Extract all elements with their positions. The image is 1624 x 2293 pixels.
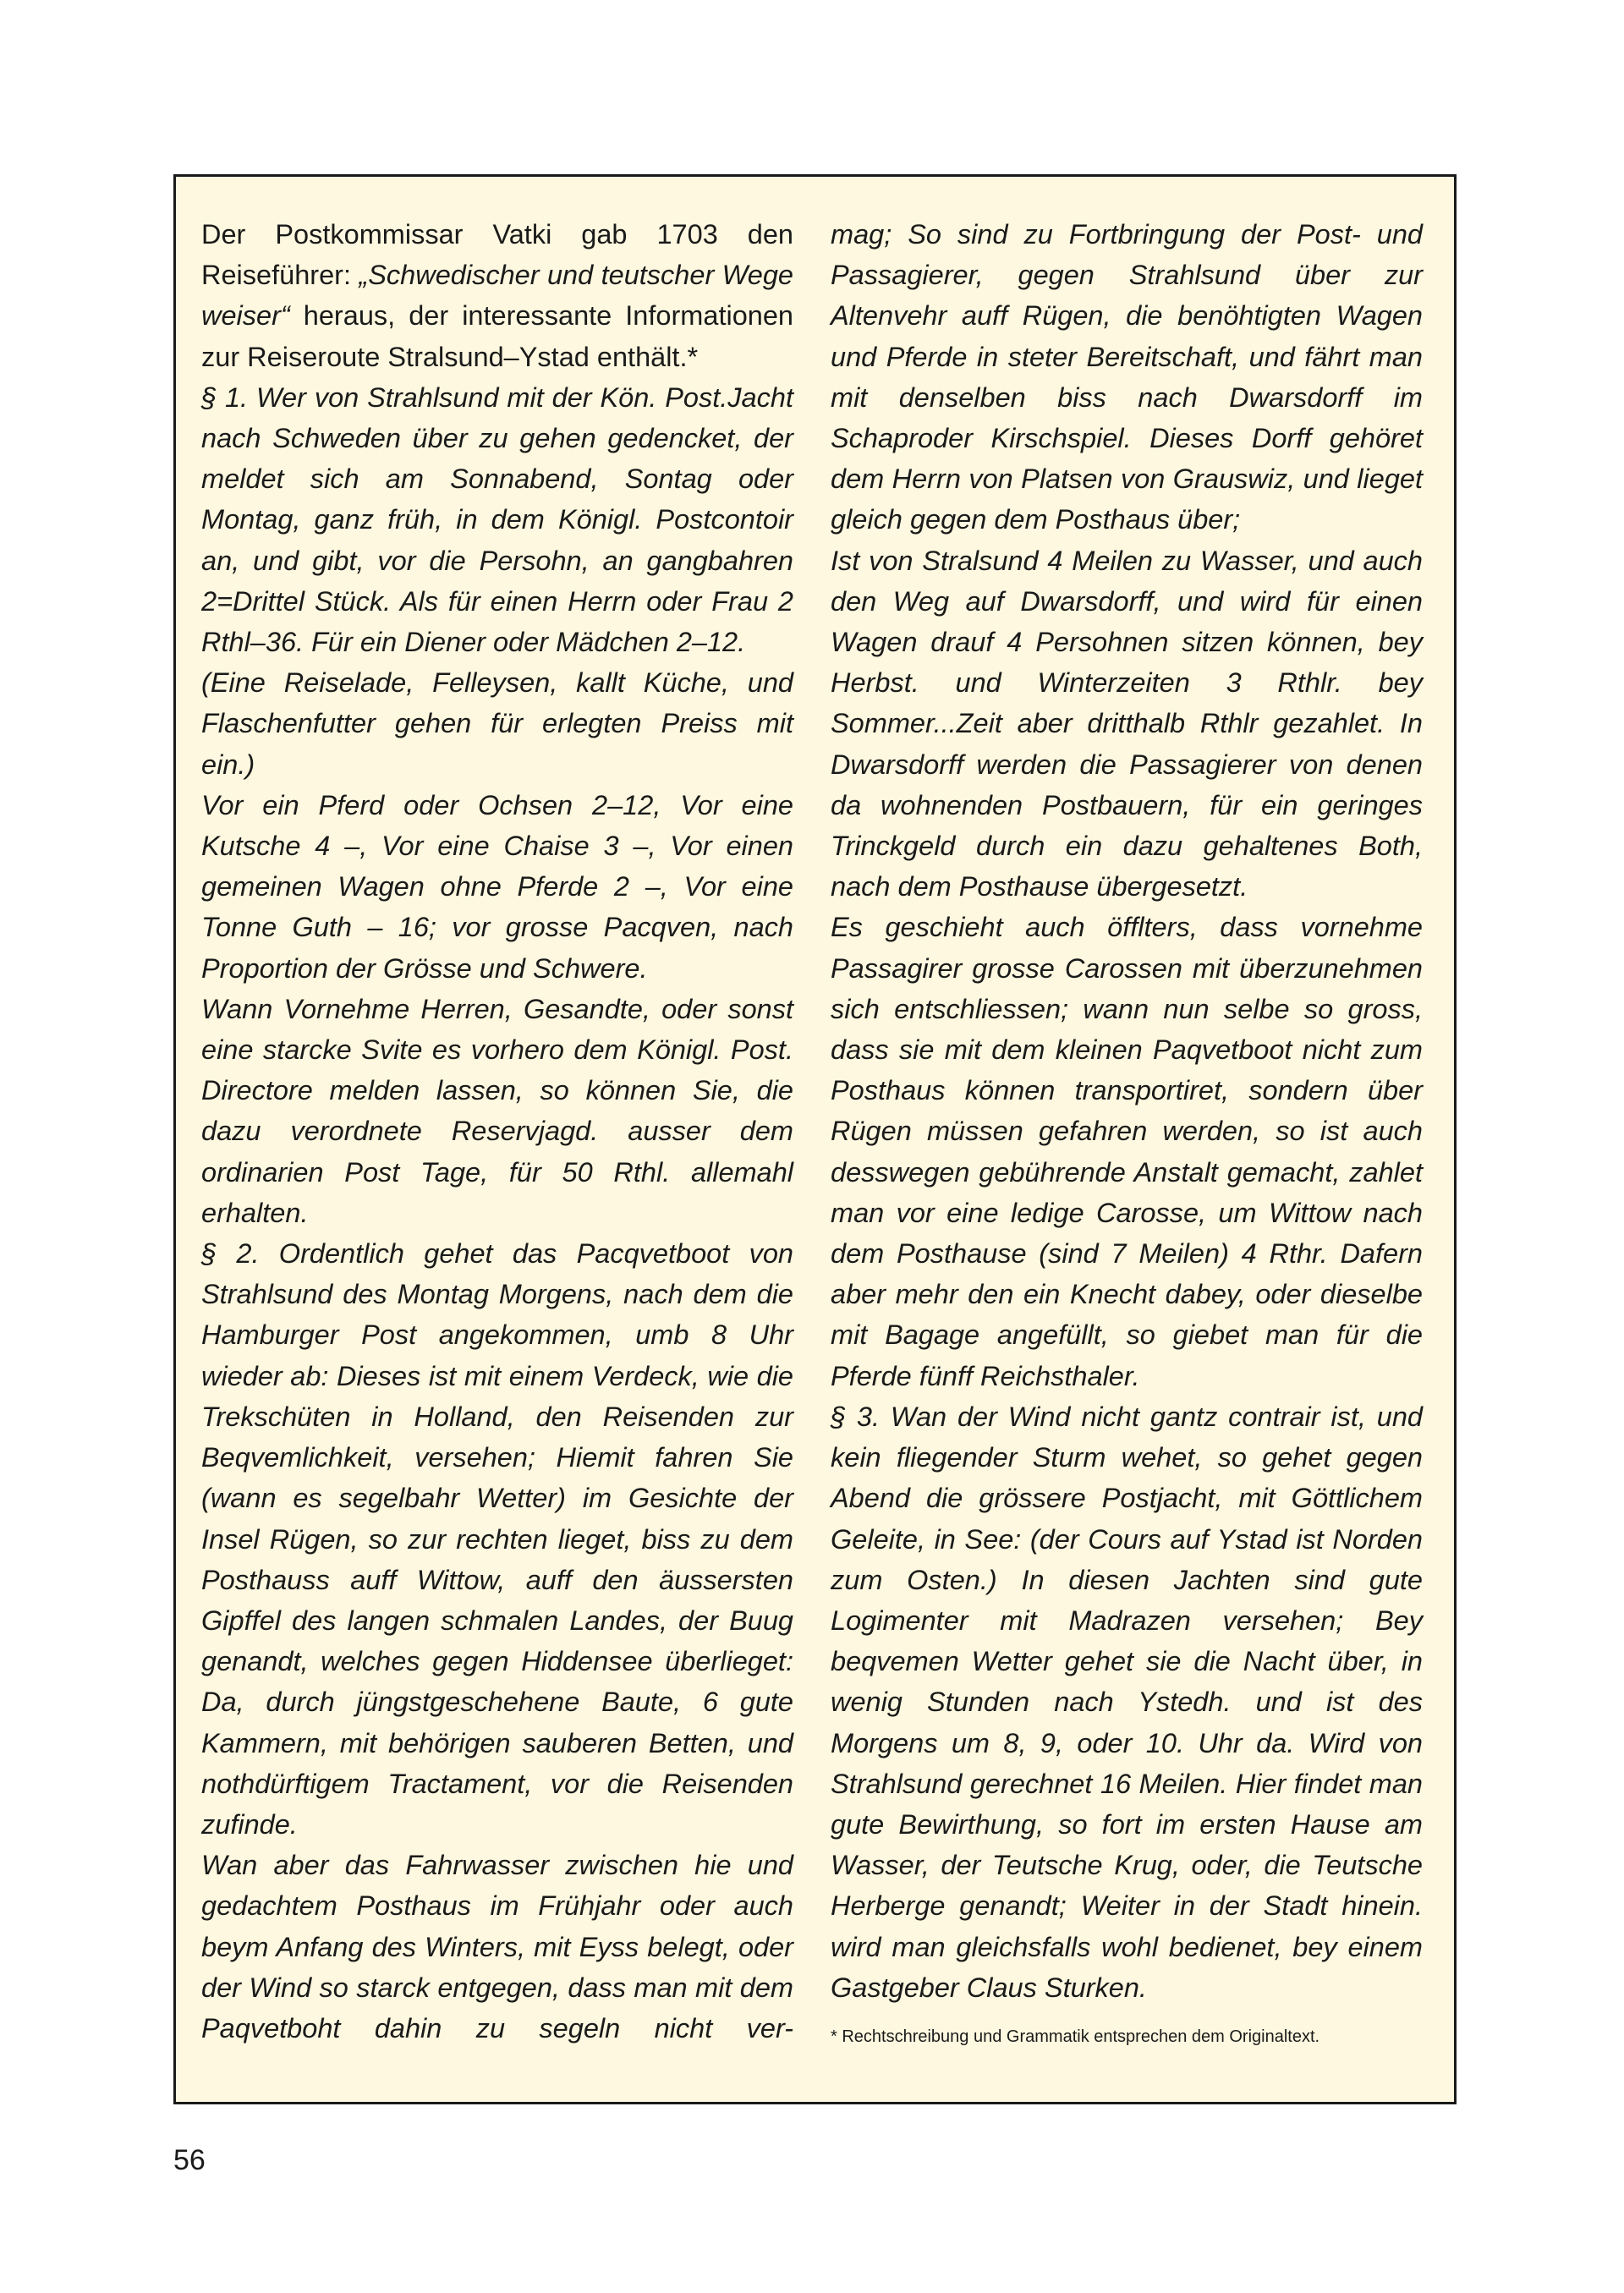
luggage-paragraph: (Eine Reiselade, Felleysen, kallt Küche, und Flaschenfutter gehen für erlegten Preiss mit ein.): [201, 667, 793, 780]
freight-paragraph: Vor ein Pferd oder Ochsen 2–12, Vor eine Kutsche 4 –, Vor eine Chaise 3 –, Vor einen gemeinen Wagen ohne Pferde 2 –, Vor eine Tonne Guth – 16; vor grosse Pacqven, nach Proportion der Grösse und Schwere.: [201, 789, 793, 984]
intro-paragraph: [201, 214, 793, 377]
intro-text-end: heraus, der interessante Informationen zur Reiseroute Stralsund–Ystad enthält.*: [201, 300, 793, 372]
left-column: [201, 214, 793, 2049]
section-1-paragraph: § 1. Wer von Strahlsund mit der Kön. Post.Jacht nach Schweden über zu gehen gedencket, der meldet sich am Sonnabend, Sontag oder Montag, ganz früh, in dem Königl. Postcontoir an, und gibt, vor die Persohn, an gangbahren 2=Drittel Stück. Als für einen Herrn oder Frau 2 Rthl–36. Für ein Diener oder Mädchen 2–12.: [201, 381, 793, 658]
overland-paragraph: mag; So sind zu Fortbringung der Post- und Passagierer, gegen Strahlsund über zur Altenvehr auff Rügen, die benöhtigten Wagen und Pferde in steter Bereitschaft, und fährt man mit denselben biss nach Dwarsdorff im Schaproder Kirschspiel. Dieses Dorff gehöret dem Herrn von Platsen von Grauswiz, und lieget gleich gegen dem Posthaus über;: [831, 219, 1423, 535]
section-2-paragraph: § 2. Ordentlich gehet das Pacqvetboot von Strahlsund des Montag Morgens, nach dem die Hamburger Post angekommen, umb 8 Uhr wieder ab: Dieses ist mit einem Verdeck, wie die Trekschüten in Holland, den Reisenden zur Beqvemlichkeit, versehen; Hiemit fahren Sie (wann es segelbahr Wetter) im Gesichte der Insel Rügen, so zur rechten lieget, biss zu dem Posthauss auff Wittow, auff den äussersten Gipffel des langen schmalen Landes, der Buug genandt, welches gegen Hiddensee überlieget: Da, durch jüngstgeschehene Baute, 6 gute Kammern, mit behörigen sauberen Betten, und nothdürftigem Tractament, vor die Reisenden zufinde.: [201, 1238, 793, 1840]
article-box: [173, 174, 1457, 2104]
footnote: * Rechtschreibung und Grammatik entsprechen dem Originaltext.: [831, 2027, 1320, 2046]
book-title: „Schwedischer und teutscher Wege weiser“: [201, 260, 793, 332]
section-3-paragraph: § 3. Wan der Wind nicht gantz contrair ist, und kein fliegender Sturm wehet, so gehet gegen Abend die grössere Postjacht, mit Göttlichem Geleite, in See: (der Cours auf Ystad ist Norden zum Osten.) In diesen Jachten sind gute Logimenter mit Madrazen versehen; Bey beqvemen Wetter gehet sie die Nacht über, in wenig Stunden nach Ystedh. und ist des Morgens um 8, 9, oder 10. Uhr da. Wird von Strahlsund gerechnet 16 Meilen. Hier findet man gute Bewirthung, so fort im ersten Hause am Wasser, der Teutsche Krug, oder, die Teutsche Herberge genandt; Weiter in der Stadt hinein. wird man gleichsfalls wohl bedienet, bey einem Gastgeber Claus Sturken.: [831, 1401, 1423, 2003]
page-number: 56: [173, 2144, 206, 2176]
right-column: [831, 214, 1423, 2008]
ice-paragraph: Wan aber das Fahrwasser zwischen hie und gedachtem Posthaus im Frühjahr oder auch beym Anfang des Winters, mit Eyss belegt, oder der Wind so starck entgegen, dass man mit dem Paqvetboht dahin zu segeln nicht ver-: [201, 1850, 793, 2043]
intro-text-start: Der Postkommissar Vatki gab 1703 den Reiseführer:: [201, 219, 793, 291]
reserve-yacht-paragraph: Wann Vornehme Herren, Gesandte, oder sonst eine starcke Svite es vorhero dem Königl. Post. Directore melden lassen, so können Sie, die dazu verordnete Reservjagd. ausser dem ordinarien Post Tage, für 50 Rthl. allemahl erhalten.: [201, 993, 793, 1228]
fare-paragraph: Ist von Stralsund 4 Meilen zu Wasser, und auch den Weg auf Dwarsdorff, und wird für einen Wagen drauf 4 Persohnen sitzen können, bey Herbst. und Winterzeiten 3 Rthlr. bey Sommer...Zeit aber dritthalb Rthlr gezahlet. In Dwarsdorff werden die Passagierer von denen da wohnenden Postbauern, für ein geringes Trinckgeld durch ein dazu gehaltenes Both, nach dem Posthause übergesetzt.: [831, 545, 1423, 902]
carriage-paragraph: Es geschieht auch öfflters, dass vornehme Passagirer grosse Carossen mit überzunehmen sich entschliessen; wann nun selbe so gross, dass sie mit dem kleinen Paqvetboot nicht zum Posthaus können transportiret, sondern über Rügen müssen gefahren werden, so ist auch desswegen gebührende Anstalt gemacht, zahlet man vor eine ledige Carosse, um Wittow nach dem Posthause (sind 7 Meilen) 4 Rthr. Dafern aber mehr den ein Knecht dabey, oder dieselbe mit Bagage angefüllt, so giebet man für die Pferde fünff Reichsthaler.: [831, 912, 1423, 1391]
